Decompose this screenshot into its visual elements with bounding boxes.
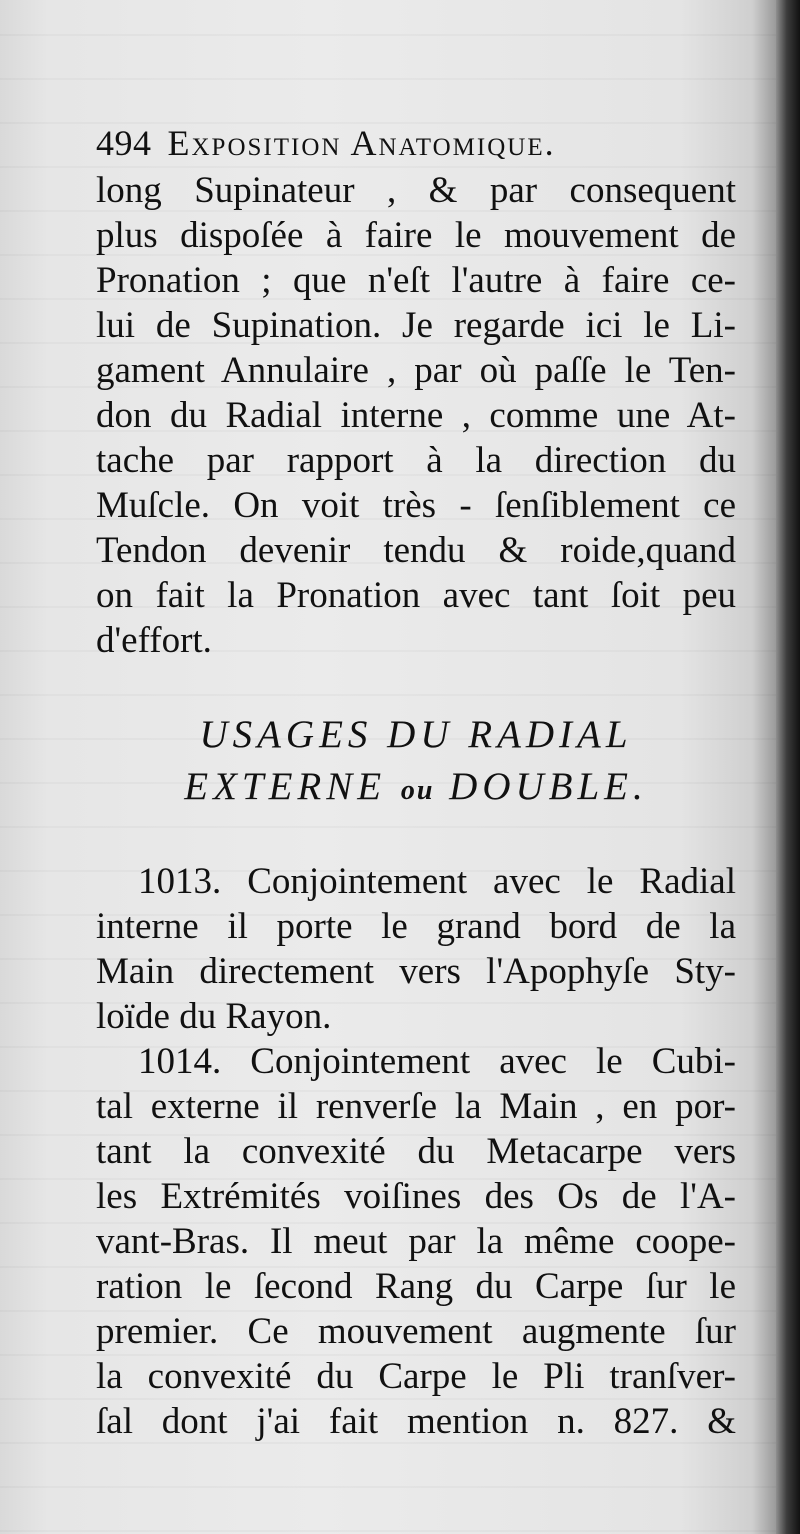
text-line: Tendon devenir tendu & roide,quand <box>96 530 736 571</box>
text-line: on fait la Pronation avec tant ſoit peu <box>96 575 736 616</box>
paragraph-1014 <box>96 1039 736 1444</box>
text-line: premier. Ce mouvement augmente ſur <box>96 1311 736 1352</box>
text-line: long Supinateur , & par consequent <box>96 170 736 211</box>
text-line: 1014. Conjointement avec le Cubi- <box>138 1041 736 1082</box>
section-heading-word: DOUBLE. <box>449 765 648 808</box>
page-text <box>96 118 736 1444</box>
running-header <box>96 118 736 168</box>
section-heading-word: EXTERNE <box>184 765 387 808</box>
page-number: 494 <box>96 123 152 163</box>
text-line: 1013. Conjointement avec le Radial <box>138 861 736 902</box>
text-line: gament Annulaire , par où paſſe le Ten- <box>96 350 736 391</box>
section-spacer <box>96 817 736 859</box>
text-line: don du Radial interne , comme une At- <box>96 395 736 436</box>
text-line: ration le ſecond Rang du Carpe ſur le <box>96 1266 736 1307</box>
text-line: interne il porte le grand bord de la <box>96 906 736 947</box>
section-heading-connector: ou <box>400 775 435 806</box>
paragraph-1013 <box>96 859 736 1039</box>
text-line: Muſcle. On voit très - ſenſiblement ce <box>96 485 736 526</box>
text-line: tant la convexité du Metacarpe vers <box>96 1131 736 1172</box>
section-heading-line-2 <box>96 761 736 817</box>
text-line: la convexité du Carpe le Pli tranſver- <box>96 1356 736 1397</box>
text-line: tal externe il renverſe la Main , en por- <box>96 1086 736 1127</box>
text-line: Pronation ; que n'eſt l'autre à faire ce- <box>96 260 736 301</box>
text-line: les Extrémités voiſines des Os de l'A- <box>96 1176 736 1217</box>
paragraph-continuation <box>96 168 736 663</box>
text-line: loïde du Rayon. <box>96 996 332 1037</box>
text-line: ſal dont j'ai fait mention n. 827. & <box>96 1401 736 1442</box>
running-title: Exposition Anatomique. <box>167 123 556 163</box>
section-heading <box>96 709 736 817</box>
text-line: tache par rapport à la direction du <box>96 440 736 481</box>
text-line: plus dispoſée à faire le mouvement de <box>96 215 736 256</box>
text-line: vant-Bras. Il meut par la même coope- <box>96 1221 736 1262</box>
section-heading-line-1: USAGES DU RADIAL <box>199 713 633 756</box>
page-edge-shadow <box>776 0 800 1534</box>
text-line: lui de Supination. Je regarde ici le Li- <box>96 305 736 346</box>
text-line: d'effort. <box>96 620 212 661</box>
text-line: Main directement vers l'Apophyſe Sty- <box>96 951 736 992</box>
